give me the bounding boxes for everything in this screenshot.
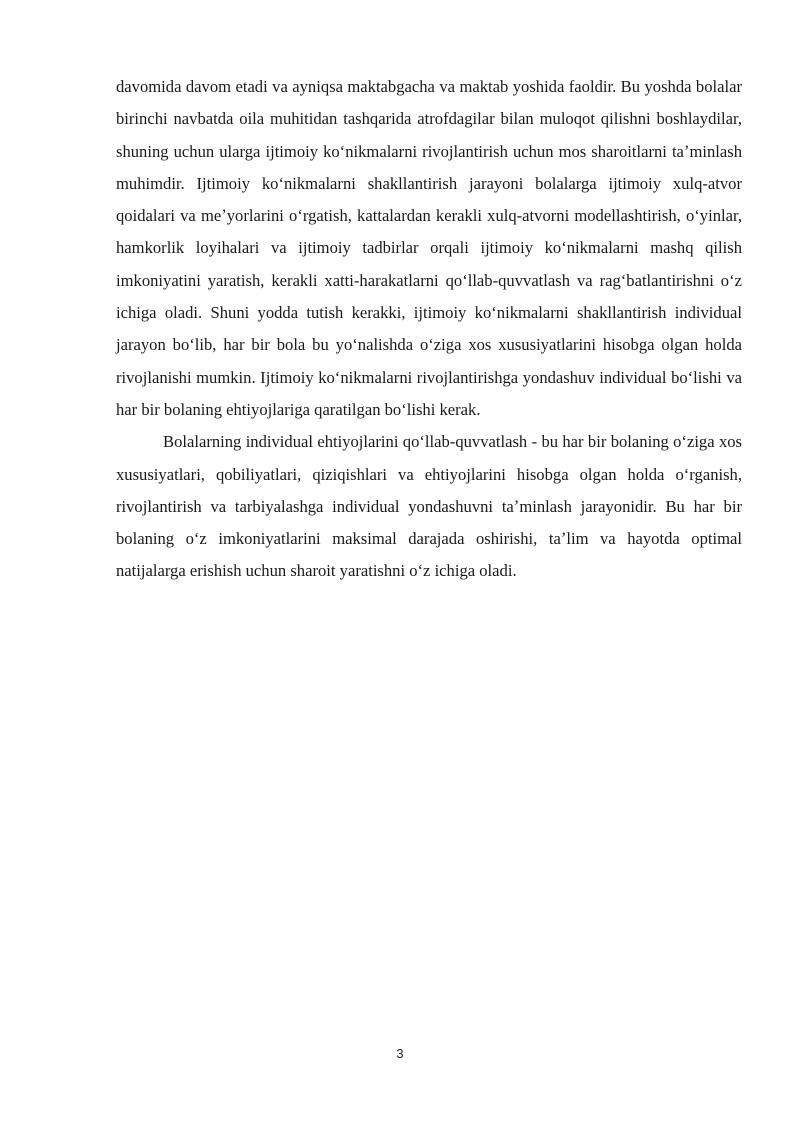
page-number: 3 (396, 1046, 404, 1061)
body-paragraph-individual-needs: Bolalarning individual ehtiyojlarini qoʻllab-quvvatlash - bu har bir bolaning oʻziga xos xususiyatlari, qobiliyatlari, qiziqishlari va ehtiyojlarini hisobga olgan holda oʻrganish, rivojlantirish va tarbiyalashga individual yondashuvni taʼminlash jarayonidir. Bu har bir bolaning oʻz imkoniyatlarini maksimal darajada oshirishi, taʼlim va hayotda optimal natijalarga erishish uchun sharoit yaratishni oʻz ichiga oladi. (116, 432, 742, 581)
document-body (116, 71, 742, 588)
body-paragraph-continued: davomida davom etadi va ayniqsa maktabgacha va maktab yoshida faoldir. Bu yoshda bolalar birinchi navbatda oila muhitidan tashqarida atrofdagilar bilan muloqot qilishni boshlaydilar, shuning uchun ularga ijtimoiy koʻnikmalarni rivojlantirish uchun mos sharoitlarni taʼminlash muhimdir. Ijtimoiy koʻnikmalarni shakllantirish jarayoni bolalarga ijtimoiy xulq-atvor qoidalari va meʼyorlarini oʻrgatish, kattalardan kerakli xulq-atvorni modellashtirish, oʻyinlar, hamkorlik loyihalari va ijtimoiy tadbirlar orqali ijtimoiy koʻnikmalarni mashq qilish imkoniyatini yaratish, kerakli xatti-harakatlarni qoʻllab-quvvatlash va ragʻbatlantirishni oʻz ichiga oladi. Shuni yodda tutish kerakki, ijtimoiy koʻnikmalarni shakllantirish individual jarayon boʻlib, har bir bola bu yoʻnalishda oʻziga xos xususiyatlarini hisobga olgan holda rivojlanishi mumkin. Ijtimoiy koʻnikmalarni rivojlantirishga yondashuv individual boʻlishi va har bir bolaning ehtiyojlariga qaratilgan boʻlishi kerak. (116, 77, 742, 419)
